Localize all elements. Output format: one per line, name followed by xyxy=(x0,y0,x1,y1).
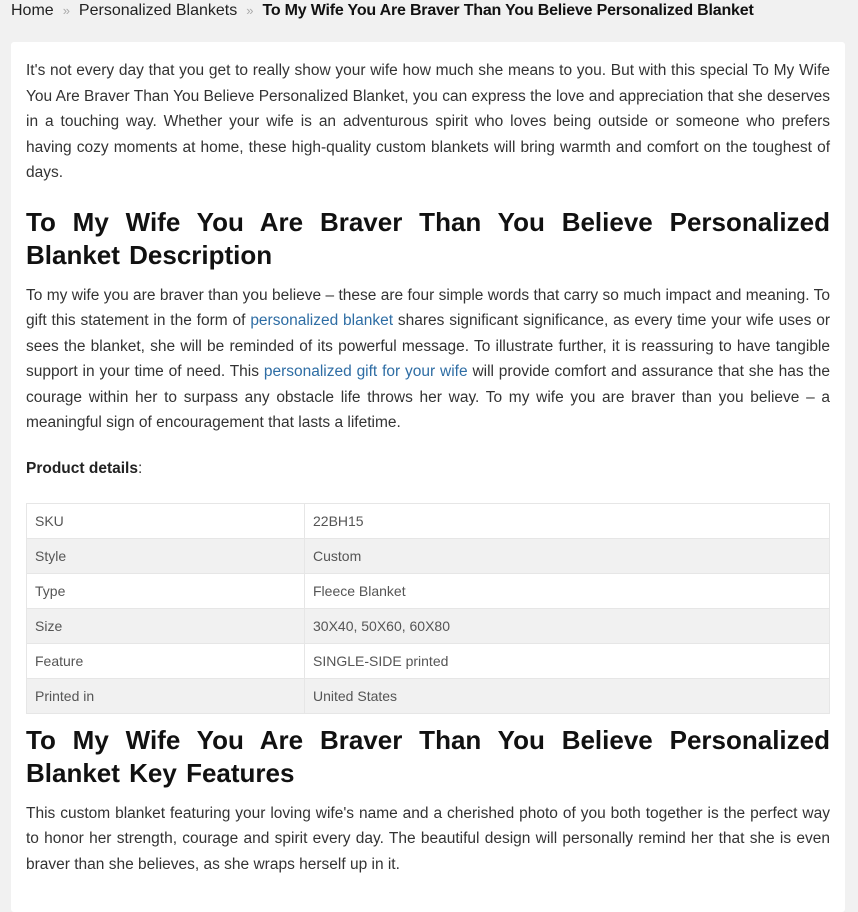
personalized-gift-link[interactable]: personalized gift for your wife xyxy=(263,363,468,380)
detail-value: Custom xyxy=(305,538,830,573)
product-details-table xyxy=(26,503,830,714)
breadcrumb-home-link[interactable]: Home xyxy=(11,2,54,19)
breadcrumb xyxy=(11,0,754,22)
table-row xyxy=(27,538,830,573)
detail-key: SKU xyxy=(27,503,305,538)
detail-value: 30X40, 50X60, 60X80 xyxy=(305,608,830,643)
description-text: To my wife you are braver than you believe – these are four simple words that carry so much impact and meaning. To gift this statement in the form of xyxy=(26,286,830,329)
product-details-title: Product details xyxy=(26,459,138,477)
features-paragraph: This custom blanket featuring your loving wife's name and a cherished photo of you both together is the perfect way to honor her strength, courage and spirit every day. The beautiful design will personally remind her that she is even braver than she believes, as she wraps herself up in it. xyxy=(26,804,830,873)
detail-key: Type xyxy=(27,573,305,608)
table-row xyxy=(27,643,830,678)
detail-value: SINGLE-SIDE printed xyxy=(305,643,830,678)
table-row xyxy=(27,608,830,643)
description-heading: To My Wife You Are Braver Than You Believe Personalized Blanket Description xyxy=(26,206,830,270)
table-row xyxy=(27,503,830,538)
detail-key: Size xyxy=(27,608,305,643)
detail-value: 22BH15 xyxy=(305,503,830,538)
features-heading: To My Wife You Are Braver Than You Believe Personalized Blanket Key Features xyxy=(26,724,830,788)
description-text: shares significant significance, as every time your wife uses or sees the blanket, she will be reminded of its powerful message. To illustrate further, it is reassuring to have tangible support in your time of need. This xyxy=(26,312,830,380)
breadcrumb-category-link[interactable]: Personalized Blankets xyxy=(78,2,238,19)
breadcrumb-separator: » xyxy=(246,3,254,18)
intro-paragraph: It's not every day that you get to really show your wife how much she means to you. But with this special To My Wife You Are Braver Than You Believe Personalized Blanket, you can express the love and appreciation that she deserves in a touching way. Whether your wife is an adventurous spirit who loves being outside or someone who prefers having cozy moments at home, these high-quality custom blankets will bring warmth and comfort on the toughest of days. xyxy=(26,62,830,181)
description-text: will provide comfort and assurance that she has the courage within her to surpass any obstacle life throws her way. To my wife you are braver than you believe – a meaningful sign of encouragement that lasts a lifetime. xyxy=(26,363,830,431)
personalized-blanket-link[interactable]: personalized blanket xyxy=(250,312,394,329)
table-row xyxy=(27,573,830,608)
detail-key: Style xyxy=(27,538,305,573)
detail-key: Printed in xyxy=(27,678,305,713)
breadcrumb-current: To My Wife You Are Braver Than You Believe Personalized Blanket xyxy=(262,2,754,19)
product-content-card xyxy=(11,42,845,912)
breadcrumb-separator: » xyxy=(62,3,70,18)
detail-value: United States xyxy=(305,678,830,713)
product-details-label xyxy=(26,456,830,481)
detail-value: Fleece Blanket xyxy=(305,573,830,608)
detail-key: Feature xyxy=(27,643,305,678)
product-details-colon: : xyxy=(137,459,143,477)
table-row xyxy=(27,678,830,713)
description-paragraph xyxy=(26,283,830,436)
